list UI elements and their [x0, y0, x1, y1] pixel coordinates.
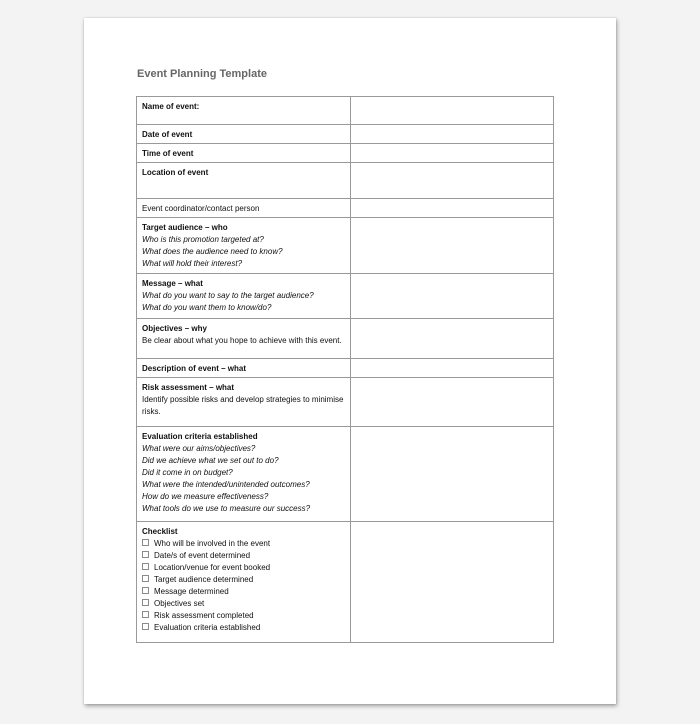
prompt-line: Who is this promotion targeted at? — [142, 235, 264, 244]
checklist-item — [142, 622, 345, 634]
evaluation-criteria-field[interactable] — [351, 427, 554, 522]
event-coordinator-field[interactable] — [351, 199, 554, 218]
date-of-event-field[interactable] — [351, 125, 554, 144]
row-label: Objectives – why — [142, 324, 207, 333]
row-description: Be clear about what you hope to achieve with this event. — [142, 336, 342, 345]
checklist-item — [142, 574, 345, 586]
message-field[interactable] — [351, 274, 554, 319]
checklist-item — [142, 586, 345, 598]
prompt-line: What were the intended/unintended outcomes? — [142, 480, 310, 489]
checklist-item — [142, 562, 345, 574]
row-date-of-event — [137, 125, 554, 144]
row-checklist — [137, 522, 554, 643]
checklist-item-label: Location/venue for event booked — [154, 563, 271, 572]
checkbox[interactable] — [142, 623, 149, 630]
checkbox[interactable] — [142, 575, 149, 582]
checklist-item — [142, 610, 345, 622]
checkbox[interactable] — [142, 563, 149, 570]
label-cell — [137, 522, 351, 643]
prompt-line: What were our aims/objectives? — [142, 444, 256, 453]
checklist-item-label: Target audience determined — [154, 575, 254, 584]
checklist-item-label: Date/s of event determined — [154, 551, 251, 560]
label-cell — [137, 199, 351, 218]
row-description: Identify possible risks and develop strategies to minimise risks. — [142, 395, 344, 416]
checklist-item-label: Evaluation criteria established — [154, 623, 261, 632]
label-cell — [137, 163, 351, 199]
row-label: Date of event — [142, 130, 193, 139]
row-label: Risk assessment – what — [142, 383, 235, 392]
row-label: Time of event — [142, 149, 194, 158]
event-planning-table — [136, 96, 554, 643]
row-label: Name of event: — [142, 102, 200, 111]
name-of-event-field[interactable] — [351, 97, 554, 125]
row-label: Message – what — [142, 279, 203, 288]
row-description-of-event — [137, 359, 554, 378]
label-cell — [137, 97, 351, 125]
label-cell — [137, 427, 351, 522]
checklist-item-label: Who will be involved in the event — [154, 539, 271, 548]
location-of-event-field[interactable] — [351, 163, 554, 199]
row-label: Evaluation criteria established — [142, 432, 258, 441]
prompt-line: How do we measure effectiveness? — [142, 492, 269, 501]
target-audience-field[interactable] — [351, 218, 554, 274]
row-time-of-event — [137, 144, 554, 163]
row-name-of-event — [137, 97, 554, 125]
label-cell — [137, 125, 351, 144]
prompt-line: What tools do we use to measure our success? — [142, 504, 311, 513]
description-of-event-field[interactable] — [351, 359, 554, 378]
row-event-coordinator — [137, 199, 554, 218]
row-evaluation-criteria — [137, 427, 554, 522]
label-cell — [137, 218, 351, 274]
label-cell — [137, 319, 351, 359]
document-page — [84, 18, 616, 704]
row-objectives — [137, 319, 554, 359]
row-label: Event coordinator/contact person — [142, 204, 260, 213]
row-target-audience — [137, 218, 554, 274]
time-of-event-field[interactable] — [351, 144, 554, 163]
row-location-of-event — [137, 163, 554, 199]
label-cell — [137, 274, 351, 319]
prompt-line: What do you want them to know/do? — [142, 303, 272, 312]
label-cell — [137, 144, 351, 163]
row-risk-assessment — [137, 378, 554, 427]
checklist-item-label: Message determined — [154, 587, 229, 596]
checkbox[interactable] — [142, 551, 149, 558]
row-label: Checklist — [142, 527, 178, 536]
row-message — [137, 274, 554, 319]
row-label: Location of event — [142, 168, 209, 177]
checklist-field[interactable] — [351, 522, 554, 643]
prompt-line: What does the audience need to know? — [142, 247, 283, 256]
label-cell — [137, 359, 351, 378]
objectives-field[interactable] — [351, 319, 554, 359]
checkbox[interactable] — [142, 599, 149, 606]
checklist-item-label: Risk assessment completed — [154, 611, 254, 620]
checklist-item — [142, 550, 345, 562]
prompt-line: Did it come in on budget? — [142, 468, 233, 477]
checkbox[interactable] — [142, 611, 149, 618]
prompt-line: Did we achieve what we set out to do? — [142, 456, 279, 465]
checklist-item-label: Objectives set — [154, 599, 205, 608]
row-label: Description of event – what — [142, 364, 247, 373]
label-cell — [137, 378, 351, 427]
document-title: Event Planning Template — [137, 68, 267, 80]
checkbox[interactable] — [142, 539, 149, 546]
checklist-item — [142, 538, 345, 550]
checkbox[interactable] — [142, 587, 149, 594]
checklist-item — [142, 598, 345, 610]
prompt-line: What will hold their interest? — [142, 259, 243, 268]
risk-assessment-field[interactable] — [351, 378, 554, 427]
row-label: Target audience – who — [142, 223, 228, 232]
prompt-line: What do you want to say to the target audience? — [142, 291, 314, 300]
